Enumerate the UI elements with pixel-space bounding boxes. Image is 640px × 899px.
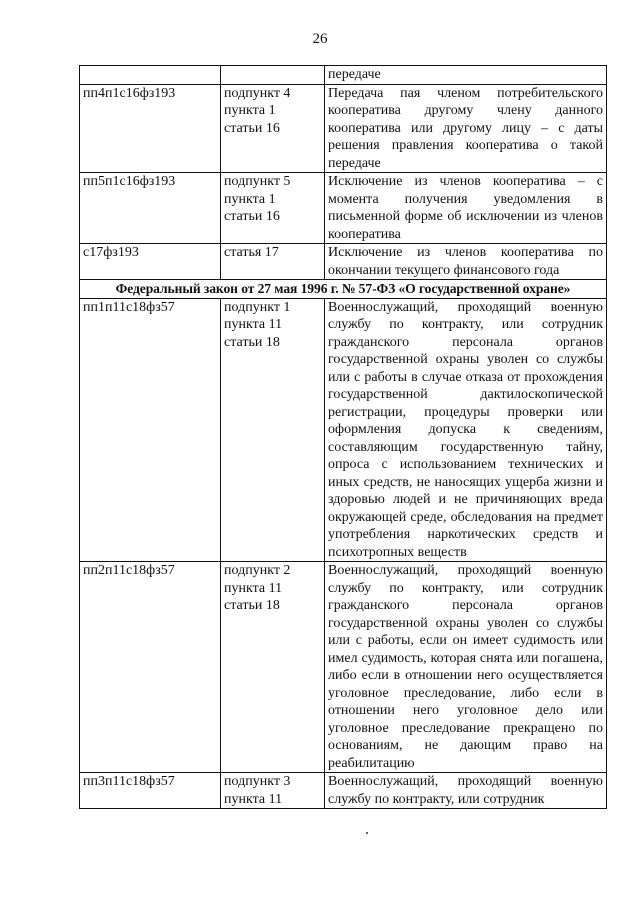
reference-line: статьи 16 — [224, 120, 280, 136]
table-row — [80, 773, 607, 809]
reference-cell — [221, 298, 325, 562]
table-row — [80, 84, 607, 173]
code-cell: пп5п1с16фз193 — [80, 173, 221, 244]
section-row — [80, 280, 607, 299]
reference-line: подпункт 2 — [224, 563, 291, 578]
code-cell — [80, 66, 221, 85]
reference-line: пункта 11 — [224, 580, 283, 596]
reference-line: пункта 1 — [224, 103, 276, 118]
description-cell: Военнослужащий, проходящий военную службу по контракту, или сотрудник гражданского персонала органов государственной охраны уволен со службы или с работы, если он имеет судимость или имел судимость, которая снята или погашена, либо если в отношении него осуществляется уголовное преследование, либо если в отношении него уголовное дело или уголовное преследование прекращено по основаниям, не дающим право на реабилитацию — [325, 562, 607, 773]
reference-cell — [221, 562, 325, 773]
classifier-table — [79, 65, 607, 809]
reference-cell — [221, 244, 325, 280]
table-row — [80, 173, 607, 244]
code-cell: пп1п11с18фз57 — [80, 298, 221, 562]
description-cell: Исключение из членов кооператива по окончании текущего финансового года — [325, 244, 607, 280]
reference-line: подпункт 3 — [224, 774, 291, 789]
table-body — [80, 66, 607, 809]
code-cell: с17фз193 — [80, 244, 221, 280]
description-cell: передаче — [325, 66, 607, 85]
section-title: Федеральный закон от 27 мая 1996 г. № 57-ФЗ «О государственной охране» — [80, 280, 607, 299]
reference-line: статьи 18 — [224, 598, 280, 613]
page-number: 26 — [312, 31, 328, 47]
reference-line: пункта 11 — [224, 791, 283, 807]
reference-line: статьи 16 — [224, 209, 280, 224]
code-cell: пп3п11с18фз57 — [80, 773, 221, 809]
reference-cell — [221, 773, 325, 809]
reference-line: подпункт 1 — [224, 299, 291, 315]
description-cell: Исключение из членов кооператива – с момента получения уведомления в письменной форме об исключении из членов кооператива — [325, 173, 607, 244]
reference-line: подпункт 4 — [224, 85, 291, 101]
table-row — [80, 562, 607, 773]
reference-line: пункта 1 — [224, 191, 276, 207]
code-cell: пп2п11с18фз57 — [80, 562, 221, 773]
reference-line: статьи 18 — [224, 334, 280, 350]
table-row — [80, 244, 607, 280]
scan-speck — [366, 832, 368, 834]
code-cell: пп4п1с16фз193 — [80, 84, 221, 173]
reference-line: пункта 11 — [224, 317, 283, 332]
description-cell: Передача пая членом потребительского кооператива другому члену данного кооператива или другому лицу – с даты решения правления кооператива о такой передаче — [325, 84, 607, 173]
reference-cell — [221, 84, 325, 173]
description-cell: Военнослужащий, проходящий военную службу по контракту, или сотрудник — [325, 773, 607, 809]
table-row — [80, 66, 607, 85]
reference-cell — [221, 66, 325, 85]
description-cell: Военнослужащий, проходящий военную службу по контракту, или сотрудник гражданского персонала органов государственной охраны уволен со службы или с работы в случае отказа от прохождения государственной дактилоскопической регистрации, процедуры проверки или оформления допуска к сведениям, составляющим государственную тайну, опроса с использованием технических и иных средств, не наносящих ущерба жизни и здоровью людей и не причиняющих вреда окружающей среде, обследования на предмет употребления наркотических средств и психотропных веществ — [325, 298, 607, 562]
table-row — [80, 298, 607, 562]
reference-cell — [221, 173, 325, 244]
reference-line: подпункт 5 — [224, 174, 291, 189]
reference-line: статья 17 — [224, 245, 279, 260]
